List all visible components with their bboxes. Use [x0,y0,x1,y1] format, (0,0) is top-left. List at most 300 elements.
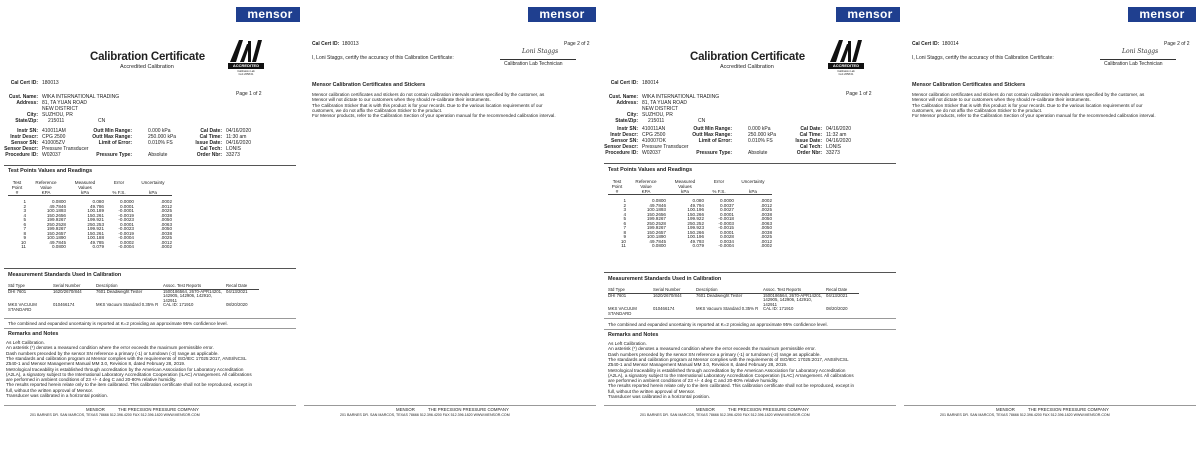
table-cell: 6 [23,221,26,227]
city-label: City: [626,112,638,118]
table-cell: 0.0000 [119,199,134,204]
column-header: Test [612,179,622,184]
cal-cert-label: Cal Cert ID: [610,80,638,86]
column-header: Uncertainty [141,180,165,185]
field-label: Sensor SN: [11,140,38,146]
field-value: LONIS [226,146,242,152]
field-label: Cal Tech: [799,144,822,150]
table-cell: 0.0800 [51,199,66,204]
column-header: # [608,189,626,195]
table-cell: -0.0023 [118,226,134,231]
test-points-table [608,179,772,249]
page-number: Page 2 of 2 [564,41,590,47]
city: SUZHOU, PR [642,112,673,118]
table-cell: MKS VACUUM STANDARD [608,306,637,316]
divider [604,272,896,273]
cal-cert-id: 180013 [342,41,359,47]
field-value: W02037 [642,150,661,156]
column-header: Reference [35,180,57,185]
table-cell: 7601 Deadweight Tester [696,292,743,298]
remark-line: Dash numbers preceded by the sensor SN reference a primary (-1) or turndown (-2) range as applicable. [6,350,219,356]
field-label: Outt Min Range: [93,128,132,134]
table-cell: 100.1890 [46,235,66,240]
table-cell: 10 [20,239,26,245]
field-value: Absolute [748,150,768,156]
remark-line: full, without the written approval of Mensor. [608,388,696,394]
table-cell: .0012 [160,203,172,209]
remark-line: are performed in ambient conditions of 23 +/- 4 deg C and 20-80% relative humidity. [6,377,177,383]
table-cell: 11 [621,243,626,248]
table-cell: .0050 [160,226,172,231]
stickers-line: customers, we do not affix the Calibration Sticker to the product. [312,107,443,113]
divider [604,329,896,330]
table-cell: 100.189 [87,208,104,213]
divider [904,405,1196,406]
field-label: Outt Max Range: [92,134,132,140]
table-cell: -0.0001 [118,208,134,213]
field-label: Pressure Type: [96,152,132,158]
field-value: 0.000 kPa [748,126,771,132]
column-header: Point [11,185,23,190]
certificate-page-1 [600,0,900,461]
table-cell: -0.0004 [118,235,134,240]
remark-line: An asterisk (*) denotes a measured condition where the error exceeds the maximum permissible error. [608,346,816,352]
table-cell: 08/20/2020 [226,302,248,308]
footer-address: 201 BARNES DR. SAN MARCOS, TEXAS 78666 512.396.4200 FAX 512.396.1820 WWW.MENSOR.COM [340,413,510,417]
address-label: Address: [16,100,38,106]
field-value: 11:30 am [226,134,247,140]
table-cell: 1620/2670/844 [653,292,682,298]
table-cell: 0.0037 [719,202,734,208]
table-cell: 100.1893 [646,207,666,212]
table-cell: 6 [623,220,626,226]
field-label: Instr SN: [617,126,638,132]
certificate-title: Calibration Certificate [690,51,805,63]
stickers-line: customers, we do not affix the Calibration Sticker to the product. [912,107,1043,113]
table-cell: 1 [23,199,26,204]
table-cell: 49.7846 [49,203,66,209]
table-cell: 04/13/2021 [226,288,248,294]
table-cell: 150.2657 [646,229,666,235]
remarks-title: Remarks and Notes [608,332,659,338]
table-cell: 250.252 [687,220,704,226]
table-cell: 4 [23,212,26,218]
stickers-line: Mensor calibration certificates and stickers do not contain calibration intervals unless specified by the customer, as [912,92,1145,97]
column-header: Values [678,184,692,189]
cust-name: WIKA INTERNATIONAL TRADING [642,94,720,100]
table-cell: 49.7845 [649,238,666,244]
table-cell: 0.080 [92,199,104,204]
column-header: Value [640,184,652,189]
field-value: 04/16/2020 [226,140,252,146]
field-label: Cal Time: [799,132,822,138]
table-cell: DHI 7601 [608,292,627,298]
table-cell: 0.0800 [51,244,66,249]
table-cell: 0.0001 [719,229,734,235]
table-cell: 11 [21,244,26,249]
field-value: 250.000 kPa [748,132,777,138]
table-cell: 04/13/2021 [826,292,848,298]
footer-tagline: THE PRECISION PRESSURE COMPANY [428,407,509,412]
remark-line: The standards and calibration program at Mensor complies with the requirements of ISO/IEC 17025:2017, ANSI/NCSL [608,356,849,362]
field-value: Pressure Transducer [42,146,89,152]
cal-cert-label: Cal Cert ID: [912,41,940,47]
a2la-badge-icon [828,38,864,64]
field-label: Pressure Type: [696,150,732,156]
table-cell: 0.0000 [719,198,734,203]
field-value: 410005ZV [42,140,66,146]
footer-address: 201 BARNES DR. SAN MARCOS, TEXAS 78666 512.396.4200 FAX 512.396.1820 WWW.MENSOR.COM [30,413,200,417]
table-cell: MKS Vacuum Standard 0.35% R [96,302,159,308]
field-value: 11:32 am [826,132,847,138]
field-label: Limit of Error: [98,140,132,146]
divider [304,405,596,406]
table-cell: 08/20/2020 [826,306,848,312]
column-header: KPA [26,190,66,196]
field-value: LONIS [826,144,842,150]
cal-cert-label: Cal Cert ID: [10,80,38,86]
column-header: Assoc. Test Reports [163,284,226,289]
table-cell: 10 [620,238,626,244]
field-value: 0.010% FS [148,140,173,146]
column-header: Test [12,180,22,185]
table-cell: 150.266 [687,229,704,235]
accredited-label: ACCREDITED [828,63,864,69]
stickers-title: Mensor Calibration Certificates and Stickers [312,82,426,88]
field-value: 410011AM [42,128,66,134]
column-header: # [8,190,26,196]
table-cell: 9 [23,235,26,240]
column-header: Serial Number [53,284,96,289]
column-header: Assoc. Test Reports [763,288,826,293]
remark-line: are performed in ambient conditions of 23 +/- 4 deg C and 20-80% relative humidity. [608,378,779,384]
table-cell: .0063 [760,220,772,226]
table-cell: 0.0028 [719,234,734,239]
country: CN [698,118,706,124]
country: CN [98,118,106,124]
remark-line: As Left Calibration. [6,340,45,345]
column-header: Reference [635,179,657,184]
table-cell: 010466174 [53,302,75,308]
mensor-logo: mensor [836,7,900,22]
certify-statement: I, Loni Staggs, certify the accuracy of this Calibration Certificate: [312,55,454,61]
field-label: Procedure ID: [605,150,638,156]
field-value: 04/16/2020 [826,138,852,144]
accreditation-line: Calibration Lab [837,70,855,73]
field-label: Issue Date: [795,138,822,144]
table-cell: .0012 [160,239,172,245]
table-cell: .0038 [760,229,772,235]
field-label: Sensor SN: [611,138,638,144]
table-cell: 8 [23,230,26,236]
stickers-line: Mensor calibration certificates and stickers do not contain calibration intervals unless specified by the customer, as [312,92,545,97]
table-cell: 49.7845 [49,239,66,245]
state-zip-label: State/Zip: [615,118,638,124]
stickers-line: For Mensor products, refer to the Calibration Section of your operation manual for the recommended calibration interval. [912,113,1156,119]
certificate-title: Calibration Certificate [90,51,205,63]
table-cell: .0050 [160,217,172,222]
table-row [608,293,859,307]
accredited-label: ACCREDITED [228,63,264,69]
page-number: Page 1 of 2 [846,91,872,97]
field-label: Cal Time: [199,134,222,140]
signer-title: Calibration Lab Technician [504,61,563,67]
table-cell: 7601 Deadweight Tester [96,288,143,294]
accreditation-line: Cert 2058.01 [838,73,854,76]
table-cell: -0.0018 [718,216,734,221]
column-header: Value [40,185,52,190]
remark-line: The results reported herein relate only to the item calibrated. This calibration certificate shall not be reproduced, except in [608,383,855,389]
field-value: Absolute [148,152,168,158]
standards-title: Measurement Standards Used in Calibration [8,272,122,278]
field-label: Procedure ID: [5,152,38,158]
table-cell: 9 [623,234,626,239]
column-header: kPa [134,190,172,196]
column-header: Measured [74,180,96,185]
divider [4,318,296,319]
field-value: 33273 [826,150,840,156]
table-cell: 199.923 [687,225,704,230]
remark-line: Z540-1 and Mensor Management Manual MM 3.0, Revision 8, dated February 28, 2019. [608,362,788,368]
table-cell: -0.0023 [118,217,134,222]
table-cell: .0050 [760,225,772,230]
field-label: Sensor Descr: [4,146,38,152]
footer-tagline: THE PRECISION PRESSURE COMPANY [1028,407,1109,412]
remarks-title: Remarks and Notes [8,331,59,337]
table-cell: 100.196 [687,207,704,212]
footer-company: MENSOR [86,407,105,412]
divider [4,328,296,329]
technician-signature: Loni Staggs [522,48,559,55]
table-cell: 49.793 [689,238,704,244]
remark-line: Transducer was calibrated in a horizontal position. [6,393,108,398]
table-cell: 010466174 [653,306,675,312]
footer-address: 201 BARNES DR. SAN MARCOS, TEXAS 78666 512.396.4200 FAX 512.396.1820 WWW.MENSOR.COM [640,413,810,417]
table-cell: 0.0001 [119,221,134,227]
table-cell: 150.261 [87,230,104,236]
remark-line: Transducer was calibrated in a horizontal position. [608,394,710,399]
field-value: 04/16/2020 [826,126,852,132]
field-label: Instr Descr: [610,132,638,138]
table-cell: -0.0015 [718,225,734,230]
table-cell: .0038 [160,212,172,218]
cal-cert-id: 180014 [642,80,659,86]
city: SUZHOU, PR [42,112,73,118]
table-cell: 199.9267 [646,216,666,221]
remark-line: Dash numbers preceded by the sensor SN reference a primary (-1) or turndown (-2) range as applicable. [608,351,821,357]
table-row [608,244,772,249]
divider [4,165,296,166]
table-cell: 150.2657 [46,230,66,236]
table-cell: 1500186564, 2670-APR14201, 142905, 142906, 142910, 142911 [763,292,823,307]
remark-line: full, without the written approval of Mensor. [6,387,94,393]
stickers-line: The Calibration Sticker that is with this product is for your records. Due to the various location requirements of our [912,102,1143,108]
table-cell: 0.079 [692,243,704,248]
table-cell: CAL ID: 171910 [763,306,794,312]
stickers-line: For Mensor products, refer to the Calibration Section of your operation manual for the recommended calibration interval. [312,113,556,119]
table-cell: 199.9267 [46,217,66,222]
column-header: Std Type [8,284,53,289]
table-cell: 49.785 [89,239,104,245]
footer-company: MENSOR [396,407,415,412]
field-value: 33273 [226,152,240,158]
field-label: Limit of Error: [698,138,732,144]
divider [4,268,296,269]
standards-table [8,284,259,313]
field-label: Sensor Descr: [604,144,638,150]
table-cell: 250.253 [87,221,104,227]
footer-company: MENSOR [696,407,715,412]
column-header: Values [78,185,92,190]
table-cell: 100.1893 [46,208,66,213]
city-label: City: [26,112,38,118]
table-cell: 0.0001 [119,203,134,209]
column-header: kPa [666,189,704,195]
a2la-badge-icon [228,38,264,64]
table-cell: .0002 [760,198,772,203]
table-cell: .0002 [760,243,772,248]
table-cell: 199.921 [87,226,104,231]
state-zip-label: State/Zip: [15,118,38,124]
table-cell: -0.0019 [118,230,134,236]
a2la-accreditation-seal [228,38,264,82]
table-cell: 1620/2670/844 [53,288,82,294]
field-label: Instr SN: [17,128,38,134]
cal-cert-id: 180014 [942,41,959,47]
divider [604,318,896,319]
table-cell: 49.7846 [649,202,666,208]
field-value: W02037 [42,152,61,158]
cust-name-label: Cust. Name: [608,94,638,100]
table-cell: .0038 [160,230,172,236]
mensor-logo: mensor [528,7,596,22]
table-cell: -0.0003 [718,220,734,226]
stickers-title: Mensor Calibration Certificates and Stickers [912,82,1026,88]
column-header: Uncertainty [741,179,765,184]
divider [604,405,896,406]
table-cell: 3 [623,207,626,212]
table-cell: 100.196 [687,234,704,239]
footer-address: 201 BARNES DR. SAN MARCOS, TEXAS 78666 512.396.4200 FAX 512.396.1820 WWW.MENSOR.COM [940,413,1110,417]
field-label: Order Nbr: [796,150,822,156]
table-cell: 199.922 [687,216,704,221]
test-points-title: Test Points Values and Readings [8,168,93,174]
column-header: % F.S. [104,190,134,196]
table-cell: 8 [623,229,626,235]
address-line: NEW DISTRICT [642,106,679,112]
table-cell: 250.2528 [646,220,666,226]
column-header: kPa [66,190,104,196]
page-number: Page 1 of 2 [236,91,262,97]
remark-line: (A2LA), a signatory subject to the International Laboratory Accreditation Cooperation (ILAC) Arrangement. All calibrations [608,372,854,378]
table-cell: .0038 [760,211,772,217]
certificate-page-2 [900,0,1200,461]
remark-line: Metrological traceability is established through accreditation by the American Association for Laboratory Accreditation [6,366,244,372]
field-label: Outt Max Range: [692,132,732,138]
field-value: Pressure Transducer [642,144,689,150]
stickers-line: The Calibration Sticker that is with this product is for your records. Due to the various location requirements of our [312,102,543,108]
cust-name-label: Cust. Name: [8,94,38,100]
signer-title: Calibration Lab Technician [1104,61,1163,67]
table-cell: 1500186564, 2670-APR14201, 142905, 142906, 142910, 142911 [163,288,223,303]
column-header: Point [611,184,623,189]
page-number: Page 2 of 2 [1164,41,1190,47]
table-cell: 150.2656 [46,212,66,218]
table-cell: .0063 [160,221,172,227]
divider [4,405,296,406]
table-cell: 199.9267 [46,226,66,231]
column-header: kPa [734,189,772,195]
remark-line: As Left Calibration. [608,341,647,346]
table-cell: 0.0800 [651,243,666,248]
test-points-title: Test Points Values and Readings [608,167,693,173]
table-cell: 150.266 [687,211,704,217]
table-cell: .0012 [760,238,772,244]
table-cell: 250.2528 [46,221,66,227]
table-cell: 2 [623,202,626,208]
address-line: 81, TA YUAN ROAD [642,100,688,106]
stickers-line: Mensor will not dictate to our customers when they should re-calibrate their instruments. [312,97,491,103]
table-row [8,245,172,250]
column-header: KPA [626,189,666,195]
table-cell: 1 [623,198,626,203]
field-value: 410007OK [642,138,666,144]
uncertainty-note: The combined and expanded uncertainty is reported at K=2 providing an approximate 95% confidence level. [608,322,828,327]
footer-tagline: THE PRECISION PRESSURE COMPANY [118,407,199,412]
field-value: 250.000 kPa [148,134,177,140]
standards-table [608,288,859,317]
table-cell: .0025 [760,234,772,239]
table-cell: 0.079 [92,244,104,249]
address-line: 81, TA YUAN ROAD [42,100,88,106]
column-header: Error [113,180,125,185]
table-cell: 7 [623,225,626,230]
table-cell: .0050 [760,216,772,221]
table-cell: 0.0001 [719,211,734,217]
table-row [8,289,259,303]
table-cell: 49.786 [89,203,104,209]
certificate-subtitle: Accredited Calibration [120,64,174,70]
cal-cert-id: 180013 [42,80,59,86]
remark-line: Z540-1 and Mensor Management Manual MM 3.0, Revision 8, dated February 28, 2019. [6,361,186,367]
standards-title: Measurement Standards Used in Calibration [608,276,722,282]
footer-tagline: THE PRECISION PRESSURE COMPANY [728,407,809,412]
table-cell: 100.188 [87,235,104,240]
table-cell: 0.0034 [719,238,734,244]
remark-line: (A2LA), a signatory subject to the International Laboratory Accreditation Cooperation (ILAC) Arrangement. All calibrations [6,371,252,377]
table-cell: CAL ID: 171910 [163,302,194,308]
column-header: Measured [674,179,696,184]
field-label: Cal Date: [200,128,222,134]
table-cell: DHI 7601 [8,288,27,294]
field-label: Order Nbr: [196,152,222,158]
table-cell: .0025 [760,207,772,212]
field-value: CPG 2500 [642,132,666,138]
table-cell: 0.0800 [651,198,666,203]
field-label: Cal Date: [800,126,822,132]
field-value: CPG 2500 [42,134,66,140]
certificate-page-2 [300,0,600,461]
table-cell: .0025 [160,235,172,240]
table-cell: 0.0002 [119,239,134,245]
table-cell: .0002 [160,244,172,249]
column-header: Std Type [608,288,653,293]
table-cell: 199.921 [87,217,104,222]
column-header: Error [713,179,725,184]
address-line: NEW DISTRICT [42,106,79,112]
column-header: Recal Date [826,288,859,293]
table-cell: 7 [23,226,26,231]
